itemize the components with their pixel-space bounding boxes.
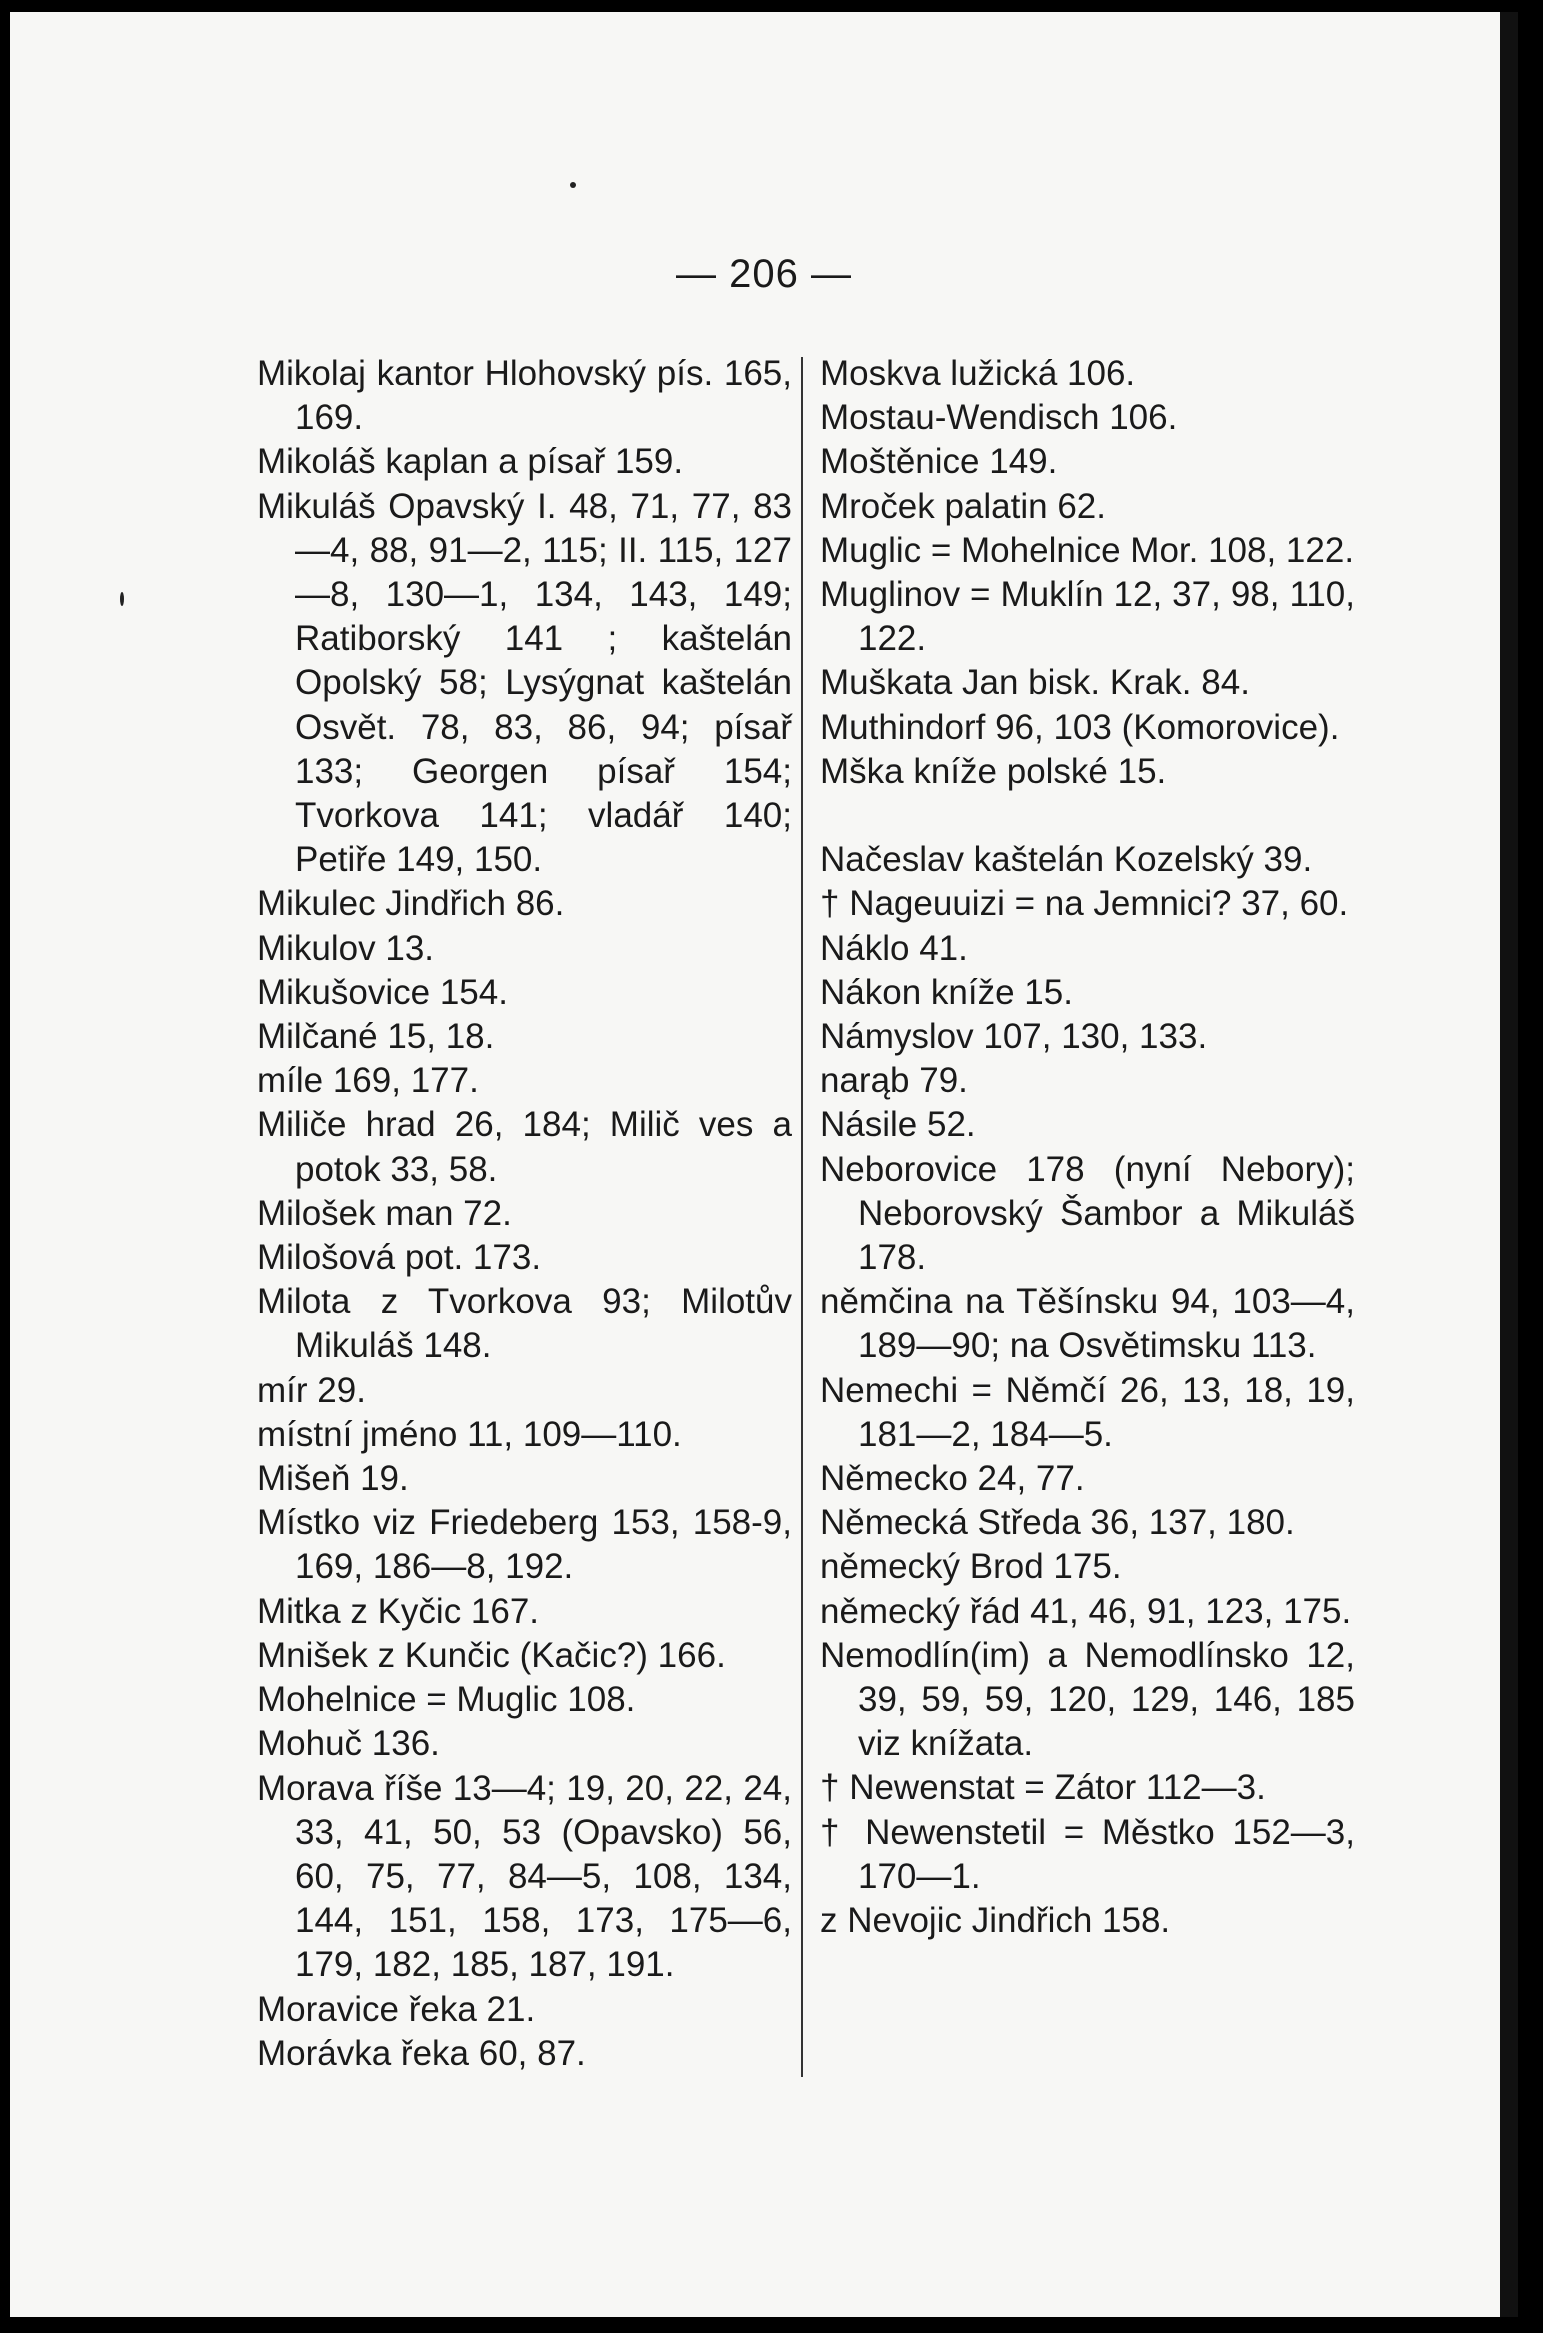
index-entry: † Newenstat = Zátor 112—3. [820, 1768, 1266, 1808]
index-entry: Neborovice 178 (nyní Nebory); Neborovský Šambor a Mikuláš 178. [820, 1149, 1355, 1278]
index-entry: místní jméno 11, 109—110. [257, 1414, 682, 1454]
index-entry: † Nageuuizi = na Jemnici? 37, 60. [820, 884, 1349, 924]
index-entry: němčina na Těšínsku 94, 103—4, 189—90; na Osvětimsku 113. [820, 1282, 1355, 1366]
index-entry: Námyslov 107, 130, 133. [820, 1017, 1208, 1057]
index-entry: Milčané 15, 18. [257, 1017, 495, 1057]
index-entry: Miliče hrad 26, 184; Milič ves a potok 33, 58. [257, 1105, 792, 1189]
index-entry: Mikolaj kantor Hlohovský pís. 165, 169. [257, 354, 792, 438]
index-entry: Muškata Jan bisk. Krak. 84. [820, 663, 1250, 703]
index-entry: Mška kníže polské 15. [820, 751, 1167, 791]
column-divider [801, 357, 803, 2077]
index-entry: německý řád 41, 46, 91, 123, 175. [820, 1591, 1352, 1631]
index-entry: † Newenstetil = Městko 152—3, 170—1. [820, 1812, 1355, 1896]
index-entry: Nákon kníže 15. [820, 972, 1073, 1012]
index-entry: Německá Středa 36, 137, 180. [820, 1503, 1295, 1543]
index-entry: Mikoláš kaplan a písař 159. [257, 442, 684, 482]
index-entry: Mnišek z Kunčic (Kačic?) 166. [257, 1635, 726, 1675]
index-entry: Náklo 41. [820, 928, 968, 968]
index-entry: Mitka z Kyčic 167. [257, 1591, 540, 1631]
index-entry: Morávka řeka 60, 87. [257, 2033, 586, 2073]
index-entry: Moravice řeka 21. [257, 1989, 536, 2029]
index-entry: Načeslav kaštelán Kozelský 39. [820, 840, 1313, 880]
index-entry: narąb 79. [820, 1061, 968, 1101]
index-entry: míle 169, 177. [257, 1061, 479, 1101]
index-entry: Milošová pot. 173. [257, 1238, 542, 1278]
index-entry: Nemechi = Němčí 26, 13, 18, 19, 181—2, 184—5. [820, 1370, 1355, 1454]
page-edge-shadow [1500, 12, 1518, 2317]
index-entry: Muthindorf 96, 103 (Komorovice). [820, 707, 1340, 747]
index-entry: mír 29. [257, 1370, 366, 1410]
index-entry: Mikulov 13. [257, 928, 435, 968]
index-entry: Moštěnice 149. [820, 442, 1058, 482]
page-number: — 206 — [676, 252, 852, 296]
index-column-left [257, 352, 792, 2076]
index-entry: Morava říše 13—4; 19, 20, 22, 24, 33, 41, 50, 53 (Opavsko) 56, 60, 75, 77, 84—5, 108, 134, 144, 151, 158, 173, 175—6, 179, 182, 185, 187, 191. [257, 1768, 792, 1985]
index-entry: Nemodlín(im) a Nemodlínsko 12, 39, 59, 59, 120, 129, 146, 185 viz knížata. [820, 1635, 1355, 1764]
index-entry: německý Brod 175. [820, 1547, 1122, 1587]
index-entry: Mikulec Jindřich 86. [257, 884, 565, 924]
index-entry: Milošek man 72. [257, 1193, 512, 1233]
section-gap [820, 794, 1355, 838]
index-entry: Moskva lužická 106. [820, 354, 1136, 393]
index-entry: Mohuč 136. [257, 1724, 440, 1764]
index-entry: Mohelnice = Muglic 108. [257, 1680, 636, 1720]
index-entry: Mroček palatin 62. [820, 486, 1106, 526]
index-entry: Muglic = Mohelnice Mor. 108, 122. [820, 530, 1355, 570]
scan-speck [570, 182, 576, 188]
book-page [10, 12, 1518, 2317]
index-entry: Milota z Tvorkova 93; Milotův Mikuláš 148. [257, 1282, 792, 1366]
index-entry: z Nevojic Jindřich 158. [820, 1901, 1171, 1941]
index-entry: Mikušovice 154. [257, 972, 508, 1012]
index-entry: Mostau-Wendisch 106. [820, 398, 1178, 438]
index-entry: Muglinov = Muklín 12, 37, 98, 110, 122. [820, 575, 1355, 659]
index-entry: Mikuláš Opavský I. 48, 71, 77, 83—4, 88, 91—2, 115; II. 115, 127—8, 130—1, 134, 143, 149; Ratiborský 141 ; kaštelán Opolský 58; Lysýgnat kaštelán Osvět. 78, 83, 86, 94; písař 133; Georgen písař 154; Tvorkova 141; vladář 140; Petiře 149, 150. [257, 486, 792, 880]
scan-speck [120, 592, 124, 606]
index-entry: Mišeň 19. [257, 1459, 409, 1499]
index-entry: Německo 24, 77. [820, 1459, 1085, 1499]
index-entry: Místko viz Friedeberg 153, 158-9, 169, 186—8, 192. [257, 1503, 792, 1587]
index-entry: Násile 52. [820, 1105, 976, 1145]
index-column-right [820, 352, 1355, 1943]
